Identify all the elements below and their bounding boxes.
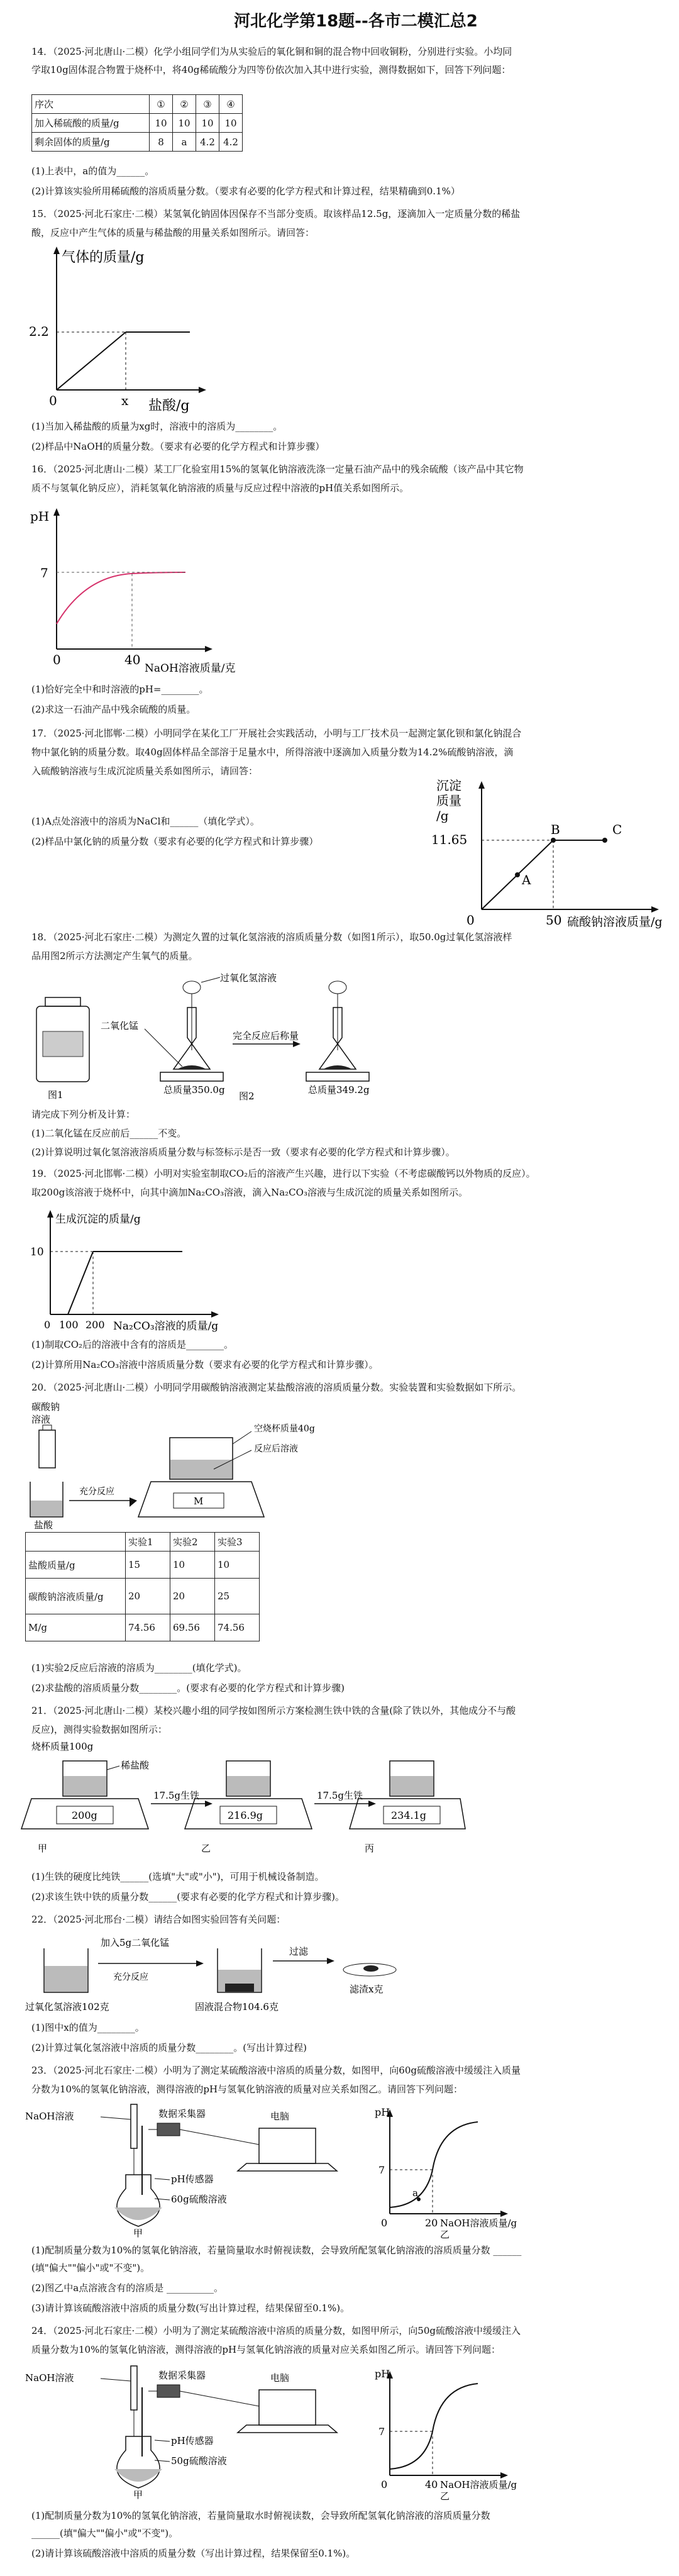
table-cell: 序次 <box>32 95 150 114</box>
q23-sub1: (1)配制质量分数为10%的氢氧化钠溶液，若量筒量取水时俯视读数，会导致所配氢氧化钠溶液的溶质质量分数 ______ <box>31 2245 522 2256</box>
table-cell: 25 <box>215 1579 260 1614</box>
q17-line1: 17．（2025·河北邯郸·二模）小明同学在某化工厂开展社会实践活动，小明与工厂技术员一起测定氯化钡和氯化钠混合 <box>31 728 522 739</box>
table-cell: 69.56 <box>170 1614 215 1641</box>
q23-line1: 23．（2025·河北石家庄·二模）小明为了测定某硫酸溶液中溶质的质量分数，如图甲，向60g硫酸溶液中缓缓注入质量 <box>31 2065 521 2076</box>
q19-chart <box>25 1208 277 1333</box>
table-cell: 加入稀硫酸的质量/g <box>32 114 150 133</box>
table-cell: 10 <box>173 114 196 133</box>
catalyst-label: 二氧化锰 <box>101 1020 139 1031</box>
scale-reading-3: 234.1g <box>391 1809 427 1821</box>
collector-label: 数据采集器 <box>158 2370 206 2381</box>
after-label: 完全反应后称量 <box>233 1030 299 1041</box>
q15-sub1: (1)当加入稀盐酸的质量为xg时，溶液中的溶质为________。 <box>31 421 283 432</box>
table-cell: 实验1 <box>126 1533 170 1552</box>
q14-sub1: (1)上表中，a的值为______。 <box>31 165 155 177</box>
label-yi: 乙 <box>440 2229 450 2240</box>
y-axis-label-line1: 沉淀 <box>436 778 461 793</box>
label-yi: 乙 <box>201 1843 211 1854</box>
x-tick-label: x <box>121 393 129 408</box>
beaker-mass-label: 空烧杯质量40g <box>254 1424 315 1434</box>
q20-table <box>25 1532 260 1641</box>
q22-sub2: (2)计算过氧化氢溶液中溶质的质量分数________。(写出计算过程) <box>31 2042 307 2053</box>
x-axis-label: NaOH溶液质量/克 <box>145 662 236 675</box>
table-row <box>26 1579 260 1614</box>
x-axis-label: 盐酸/g <box>148 398 190 414</box>
q21-line2: 反应)，测得实验数据如图所示： <box>31 1724 167 1735</box>
table-cell: 10 <box>215 1552 260 1579</box>
y-tick-label: 10 <box>30 1246 44 1258</box>
origin-label: 0 <box>44 1319 51 1331</box>
chart-y-tick-label: 7 <box>378 2426 385 2438</box>
naoh-label: NaOH溶液 <box>25 2111 74 2122</box>
point-label-a: A <box>522 872 531 887</box>
chart-origin-label: 0 <box>381 2479 388 2490</box>
chart-y-axis-label: pH <box>375 2106 390 2118</box>
origin-label: 0 <box>466 913 475 928</box>
q24-figure <box>25 2362 566 2501</box>
bottle-label-line2: 溶液 <box>31 1414 51 1425</box>
chart-origin-label: 0 <box>381 2217 388 2229</box>
q21-line1: 21．（2025·河北唐山·二模）某校兴趣小组的同学按如图所示方案检测生铁中铁的含量(除了铁以外，其他成分不与酸 <box>31 1705 516 1716</box>
table-cell: 碳酸钠溶液质量/g <box>26 1579 126 1614</box>
right-label: 滤渣x克 <box>350 1984 384 1995</box>
y-axis-label-line2: 质量 <box>436 793 461 808</box>
mass-after: 总质量349.2g <box>308 1084 370 1096</box>
table-cell: a <box>173 133 196 152</box>
table-row <box>32 95 243 114</box>
acid-label: 盐酸 <box>34 1519 53 1531</box>
q18-line1: 18．（2025·河北石家庄·二模）为测定久置的过氧化氢溶液的溶质质量分数（如图1所示），取50.0g过氧化氢溶液样 <box>31 931 512 943</box>
q23-sub1-cont: (填"偏大""偏小"或"不变")。 <box>31 2262 150 2273</box>
y-axis-label: pH <box>30 509 50 524</box>
label-jia: 甲 <box>133 2228 143 2239</box>
filter-label: 过滤 <box>289 1946 309 1957</box>
table-cell: 剩余固体的质量/g <box>32 133 150 152</box>
q14-sub2: (2)计算该实验所用稀硫酸的溶质质量分数。（要求有必要的化学方程式和计算过程，结果精确到0.1%） <box>31 186 460 197</box>
table-cell: M/g <box>26 1614 126 1641</box>
chart-y-axis-label: pH <box>375 2368 390 2380</box>
q23-sub2: (2)图乙中a点溶液含有的溶质是 __________。 <box>31 2282 223 2294</box>
origin-label: 0 <box>53 652 61 667</box>
table-cell: 74.56 <box>126 1614 170 1641</box>
react-label: 充分反应 <box>113 1972 148 1982</box>
q19-line2: 取200g该溶液于烧杯中，向其中滴加Na₂CO₃溶液，滴入Na₂CO₃溶液与生成沉淀的质量关系如图所示。 <box>31 1187 468 1198</box>
table-row <box>32 114 243 133</box>
q22-line1: 22．（2025·河北邢台·二模）请结合如图实验回答有关问题： <box>31 1914 286 1925</box>
table-cell: 8 <box>150 133 173 152</box>
q17-sub2: (2)样品中氯化钠的质量分数（要求有必要的化学方程式和计算步骤） <box>31 836 319 847</box>
q20-sub2: (2)求盐酸的溶质质量分数________。(要求有必要的化学方程式和计算步骤) <box>31 1682 345 1694</box>
q23-figure <box>25 2101 566 2239</box>
chart-x-tick-label: 40 <box>425 2479 438 2490</box>
q20-line1: 20．（2025·河北唐山·二模）小明同学用碳酸钠溶液测定某盐酸溶液的溶质质量分数。实验装置和实验数据如下所示。 <box>31 1382 522 1393</box>
label-jia: 甲 <box>133 2489 143 2501</box>
pc-label: 电脑 <box>270 2111 290 2122</box>
q18-sub2: (2)计算说明过氧化氢溶液溶质质量分数与标签标示是否一致（要求有必要的化学方程式和计算步骤）。 <box>31 1146 455 1158</box>
acid-label: 60g硫酸溶液 <box>171 2194 227 2205</box>
q15-line2: 酸，反应中产生气体的质量与稀盐酸的用量关系如图所示。请回答： <box>31 227 315 238</box>
table-cell: 实验2 <box>170 1533 215 1552</box>
q16-sub2: (2)求这一石油产品中残余硫酸的质量。 <box>31 704 196 715</box>
scale-reading-2: 216.9g <box>228 1809 263 1821</box>
sensor-label: pH传感器 <box>171 2435 214 2446</box>
q17-line3: 入硫酸钠溶液与生成沉淀质量关系如图所示，请回答： <box>31 765 258 777</box>
q14-line1: 14．（2025·河北唐山·二模）化学小组同学们为从实验后的氧化铜和铜的混合物中回收铜粉，分别进行实验。小均同 <box>31 46 512 57</box>
fig1-label: 图1 <box>48 1089 63 1101</box>
y-axis-label: 生成沉淀的质量/g <box>55 1213 141 1226</box>
chart-x-tick-label: 20 <box>425 2217 438 2229</box>
q16-line2: 质不与氢氧化钠反应），消耗氢氧化钠溶液的质量与反应过程中溶液的pH值关系如图所示。 <box>31 482 409 494</box>
q24-sub2: (2)请计算该硫酸溶液中溶质的质量分数（写出计算过程，结果保留至0.1%)。 <box>31 2548 356 2559</box>
q17-sub1: (1)A点处溶液中的溶质为NaCl和______（填化学式）。 <box>31 816 260 827</box>
table-row <box>26 1552 260 1579</box>
table-row <box>26 1614 260 1641</box>
pc-label: 电脑 <box>270 2372 290 2384</box>
q23-line2: 分数为10%的氢氧化钠溶液，测得溶液的pH与氢氧化钠溶液的质量对应关系如图乙。请回答下列问题： <box>31 2084 463 2095</box>
q19-sub2: (2)计算所用Na₂CO₃溶液中溶质质量分数（要求有必要的化学方程式和计算步骤）。 <box>31 1359 378 1370</box>
q19-sub1: (1)制取CO₂后的溶液中含有的溶质是________。 <box>31 1339 234 1350</box>
q16-chart <box>25 507 289 677</box>
table-cell: 10 <box>219 114 243 133</box>
q24-sub1-cont: ______(填"偏大""偏小"或"不变")。 <box>31 2528 179 2539</box>
fig2-label: 图2 <box>239 1091 255 1102</box>
label-yi: 乙 <box>440 2490 450 2502</box>
q22-figure <box>25 1932 415 2014</box>
table-row <box>26 1533 260 1552</box>
x-tick-label-200: 200 <box>86 1319 105 1331</box>
q22-sub1: (1)图中x的值为________。 <box>31 2022 145 2033</box>
q20-figure <box>25 1400 340 1531</box>
q17-line2: 物中氯化钠的质量分数。取40g固体样品全部溶于足量水中，所得溶液中逐滴加入质量分数为14.2%硫酸钠溶液，滴 <box>31 747 514 758</box>
table-cell: 20 <box>170 1579 215 1614</box>
page-title: 河北化学第18题--各市二模汇总2 <box>234 12 478 31</box>
x-axis-label: 硫酸钠溶液质量/g <box>567 915 663 929</box>
chart-x-axis-label: NaOH溶液质量/g <box>440 2479 517 2490</box>
react-label: 充分反应 <box>79 1487 114 1497</box>
mass-before: 总质量350.0g <box>163 1084 225 1096</box>
table-cell <box>26 1533 126 1552</box>
table-cell: 20 <box>126 1579 170 1614</box>
y-axis-label-line3: /g <box>436 808 449 823</box>
origin-label: 0 <box>49 393 57 408</box>
table-cell: ② <box>173 95 196 114</box>
q16-sub1: (1)恰好完全中和时溶液的pH=________。 <box>31 684 209 695</box>
table-cell: 10 <box>150 114 173 133</box>
point-label-c: C <box>612 822 622 837</box>
sensor-label: pH传感器 <box>171 2174 214 2185</box>
q14-table <box>31 94 243 152</box>
label-jia: 甲 <box>38 1843 48 1854</box>
solution-label: 反应后溶液 <box>254 1444 298 1454</box>
q15-chart <box>25 245 214 415</box>
y-tick-label: 7 <box>40 565 48 580</box>
table-cell: 4.2 <box>219 133 243 152</box>
x-tick-label: 50 <box>546 913 562 928</box>
q19-line1: 19．（2025·河北邯郸·二模）小明对实验室制取CO₂后的溶液产生兴趣，进行以下实验（不考虑碳酸钙以外物质的反应）。 <box>31 1168 536 1179</box>
add2-label: 17.5g生铁 <box>317 1790 363 1801</box>
y-axis-label: 气体的质量/g <box>62 250 145 265</box>
x-tick-label: 40 <box>124 652 141 667</box>
q15-line1: 15．（2025·河北石家庄·二模）某氢氧化钠固体因保存不当部分变质。取该样品12.5g，逐滴加入一定质量分数的稀盐 <box>31 208 521 219</box>
q18-sub1: (1)二氧化锰在反应前后______不变。 <box>31 1128 187 1139</box>
q16-line1: 16．（2025·河北唐山·二模）某工厂化验室用15%的氢氧化钠溶液洗涤一定量石油产品中的残余硫酸（该产品中其它物 <box>31 464 524 475</box>
y-tick-label: 11.65 <box>431 832 468 847</box>
add1-label: 17.5g生铁 <box>153 1790 200 1801</box>
x-tick-label-100: 100 <box>59 1319 79 1331</box>
table-cell: ④ <box>219 95 243 114</box>
cup-label: 烧杯质量100g <box>31 1741 94 1752</box>
q20-sub1: (1)实验2反应后溶液的溶质为________(填化学式)。 <box>31 1662 247 1674</box>
label-bing: 丙 <box>365 1843 375 1854</box>
table-cell: 10 <box>196 114 219 133</box>
table-cell: 10 <box>170 1552 215 1579</box>
x-axis-label: Na₂CO₃溶液的质量/g <box>113 1320 219 1333</box>
mid-label: 固液混合物104.6克 <box>195 2001 279 2012</box>
acid-label: 50g硫酸溶液 <box>171 2455 227 2467</box>
bottle-label-line1: 碳酸钠 <box>31 1401 60 1413</box>
q24-line1: 24．（2025·河北石家庄·二模）小明为了测定某硫酸溶液中溶质的质量分数，如图甲所示，向50g硫酸溶液中缓缓注入 <box>31 2325 521 2336</box>
scale-label: M <box>194 1496 204 1507</box>
left-label: 过氧化氢溶液102克 <box>25 2001 109 2012</box>
table-cell: 74.56 <box>215 1614 260 1641</box>
table-cell: ① <box>150 95 173 114</box>
q21-figure <box>25 1741 465 1860</box>
q17-chart <box>428 779 673 930</box>
table-cell: 4.2 <box>196 133 219 152</box>
q21-sub2: (2)求该生铁中铁的质量分数______(要求有必要的化学方程式和计算步骤)。 <box>31 1891 345 1902</box>
point-label-b: B <box>551 822 560 837</box>
q24-sub1: (1)配制质量分数为10%的氢氧化钠溶液，若量筒量取水时俯视读数，会导致所配氢氧化钠溶液的溶质质量分数 <box>31 2510 490 2521</box>
q18-figure <box>31 972 421 1102</box>
reagent-label: 过氧化氢溶液 <box>220 972 277 984</box>
table-cell: 15 <box>126 1552 170 1579</box>
q23-sub3: (3)请计算该硫酸溶液中溶质的质量分数(写出计算过程，结果保留至0.1%)。 <box>31 2302 350 2314</box>
q21-sub1: (1)生铁的硬度比纯铁______(选填"大"或"小")，可用于机械设备制造。 <box>31 1871 324 1882</box>
q18-sub0: 请完成下列分析及计算： <box>31 1109 136 1120</box>
table-cell: 盐酸质量/g <box>26 1552 126 1579</box>
scale-reading-1: 200g <box>72 1809 97 1821</box>
q18-line2: 品用图2所示方法测定产生氧气的质量。 <box>31 950 198 962</box>
chart-x-axis-label: NaOH溶液质量/g <box>440 2218 517 2229</box>
y-tick-label: 2.2 <box>29 324 49 339</box>
table-cell: 实验3 <box>215 1533 260 1552</box>
chart-point-a-label: a <box>412 2187 418 2199</box>
collector-label: 数据采集器 <box>158 2108 206 2119</box>
naoh-label: NaOH溶液 <box>25 2372 74 2384</box>
q15-sub2: (2)样品中NaOH的质量分数。（要求有必要的化学方程式和计算步骤） <box>31 441 325 452</box>
acid-label: 稀盐酸 <box>121 1760 150 1771</box>
chart-y-tick-label: 7 <box>378 2164 385 2176</box>
q24-line2: 质量分数为10%的氢氧化钠溶液，测得溶液的pH与氢氧化钠溶液的质量对应关系如图乙所示。请回答下列问题： <box>31 2344 501 2355</box>
table-row <box>32 133 243 152</box>
q14-line2: 学取10g固体混合物置于烧杯中，将40g稀硫酸分为四等份依次加入其中进行实验，测得数据如下，回答下列问题： <box>31 64 511 75</box>
table-cell: ③ <box>196 95 219 114</box>
add-label: 加入5g二氧化锰 <box>101 1937 170 1948</box>
